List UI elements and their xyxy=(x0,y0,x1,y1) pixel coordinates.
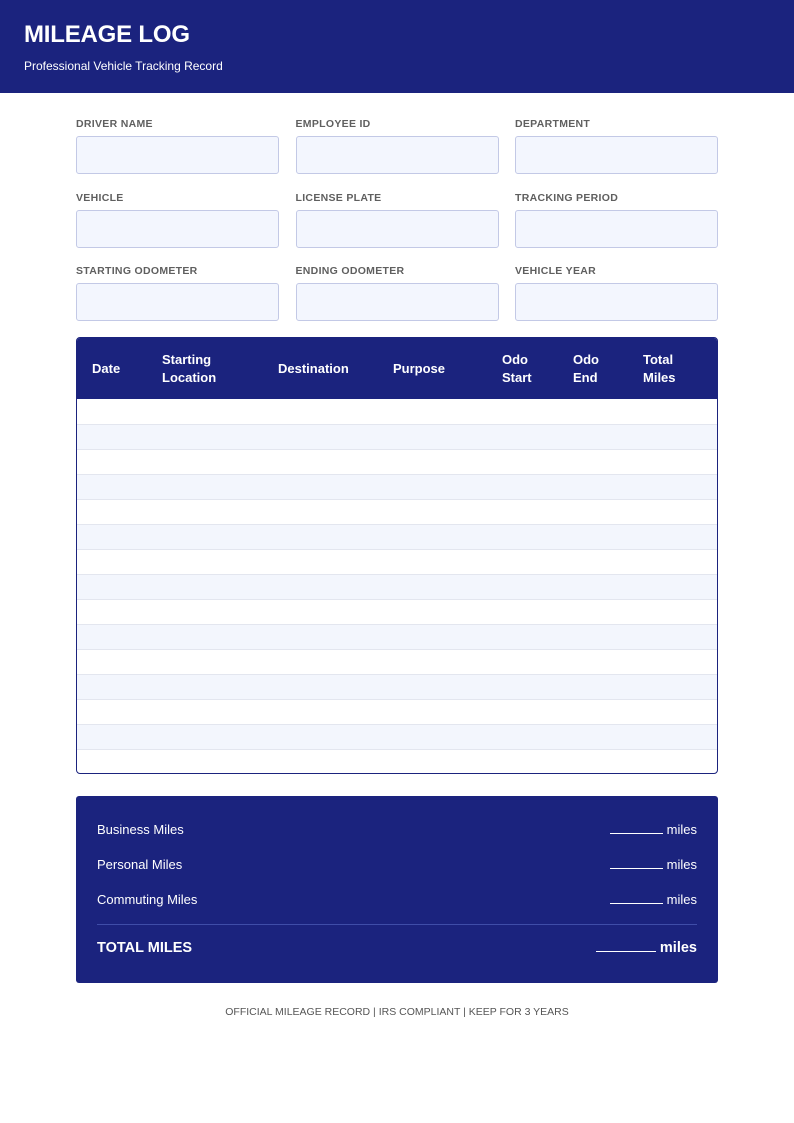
table-cell[interactable] xyxy=(378,574,487,599)
column-header-purpose: Purpose xyxy=(393,360,446,376)
table-row xyxy=(77,524,717,549)
table-row xyxy=(77,499,717,524)
table-cell[interactable] xyxy=(77,424,147,449)
vehicle-input[interactable] xyxy=(76,210,279,248)
table-cell[interactable] xyxy=(263,599,378,624)
table-cell[interactable] xyxy=(147,474,263,499)
starting-odometer-input[interactable] xyxy=(76,283,279,321)
table-cell[interactable] xyxy=(77,449,147,474)
table-cell[interactable] xyxy=(487,499,558,524)
table-cell[interactable] xyxy=(558,549,628,574)
table-row xyxy=(77,574,717,599)
table-cell[interactable] xyxy=(487,624,558,649)
table-cell[interactable] xyxy=(147,449,263,474)
table-cell[interactable] xyxy=(147,424,263,449)
table-cell[interactable] xyxy=(263,399,378,424)
page-subtitle: Professional Vehicle Tracking Record xyxy=(24,59,223,73)
table-cell[interactable] xyxy=(263,449,378,474)
table-cell[interactable] xyxy=(487,574,558,599)
table-cell[interactable] xyxy=(628,399,717,424)
mileage-log-table xyxy=(76,337,718,774)
summary-divider xyxy=(97,924,697,925)
table-cell[interactable] xyxy=(378,599,487,624)
field-label: ENDING ODOMETER xyxy=(295,265,405,277)
summary-value: miles xyxy=(610,822,697,837)
field-label: VEHICLE YEAR xyxy=(515,265,597,277)
summary-row-total xyxy=(97,940,697,956)
table-cell[interactable] xyxy=(628,724,717,749)
table-row xyxy=(77,699,717,724)
table-cell[interactable] xyxy=(77,699,147,724)
table-cell[interactable] xyxy=(77,524,147,549)
column-header-date: Date xyxy=(92,360,121,376)
header-banner xyxy=(0,0,794,93)
table-cell[interactable] xyxy=(558,749,628,774)
table-cell[interactable] xyxy=(147,524,263,549)
field-department xyxy=(515,118,718,192)
table-cell[interactable] xyxy=(487,399,558,424)
field-starting-odometer xyxy=(76,265,279,339)
table-cell[interactable] xyxy=(628,749,717,774)
total-miles-blank[interactable] xyxy=(596,940,656,952)
table-row xyxy=(77,724,717,749)
table-cell[interactable] xyxy=(77,499,147,524)
table-cell[interactable] xyxy=(378,499,487,524)
field-label: EMPLOYEE ID xyxy=(295,118,371,130)
table-cell[interactable] xyxy=(628,649,717,674)
summary-row-business xyxy=(97,822,697,837)
field-vehicle xyxy=(76,192,279,266)
table-row xyxy=(77,624,717,649)
table-body xyxy=(77,399,717,774)
summary-label: Business Miles xyxy=(97,822,184,837)
footer-note: OFFICIAL MILEAGE RECORD | IRS COMPLIANT | KEEP FOR 3 YEARS xyxy=(225,1006,569,1018)
table-cell[interactable] xyxy=(487,724,558,749)
table-cell[interactable] xyxy=(558,724,628,749)
table-cell[interactable] xyxy=(77,674,147,699)
summary-total-label: TOTAL MILES xyxy=(97,940,193,956)
table-cell[interactable] xyxy=(558,424,628,449)
table-cell[interactable] xyxy=(263,674,378,699)
table-cell[interactable] xyxy=(487,524,558,549)
personal-miles-blank[interactable] xyxy=(610,857,663,869)
table-cell[interactable] xyxy=(487,474,558,499)
table-cell[interactable] xyxy=(147,724,263,749)
table-cell[interactable] xyxy=(263,649,378,674)
table-cell[interactable] xyxy=(147,699,263,724)
table-cell[interactable] xyxy=(263,699,378,724)
summary-label: Personal Miles xyxy=(97,857,183,872)
field-label: DEPARTMENT xyxy=(515,118,591,130)
table-cell[interactable] xyxy=(628,674,717,699)
field-label: DRIVER NAME xyxy=(76,118,153,130)
table-cell[interactable] xyxy=(628,574,717,599)
summary-row-personal xyxy=(97,857,697,872)
field-driver-name xyxy=(76,118,279,192)
table-cell[interactable] xyxy=(628,549,717,574)
table-row xyxy=(77,449,717,474)
table-cell[interactable] xyxy=(77,574,147,599)
table-cell[interactable] xyxy=(558,624,628,649)
field-tracking-period xyxy=(515,192,718,266)
column-header-total-miles: Total Miles xyxy=(643,351,676,385)
table-cell[interactable] xyxy=(487,549,558,574)
table-cell[interactable] xyxy=(147,749,263,774)
table-cell[interactable] xyxy=(628,449,717,474)
field-vehicle-year xyxy=(515,265,718,339)
table-cell[interactable] xyxy=(487,699,558,724)
table-cell[interactable] xyxy=(628,699,717,724)
page-title: MILEAGE LOG xyxy=(24,21,190,48)
table-cell[interactable] xyxy=(558,399,628,424)
table-cell[interactable] xyxy=(487,674,558,699)
table-cell[interactable] xyxy=(378,674,487,699)
table-row xyxy=(77,474,717,499)
table-cell[interactable] xyxy=(378,749,487,774)
summary-value: miles xyxy=(610,892,697,907)
column-header-odo-start: Odo Start xyxy=(502,351,532,385)
table-cell[interactable] xyxy=(77,599,147,624)
vehicle-year-input[interactable] xyxy=(515,283,718,321)
table-row xyxy=(77,749,717,774)
table-cell[interactable] xyxy=(263,424,378,449)
field-label: STARTING ODOMETER xyxy=(76,265,198,277)
table-cell[interactable] xyxy=(263,574,378,599)
summary-total-value: miles xyxy=(596,940,697,956)
table-cell[interactable] xyxy=(378,399,487,424)
table-row xyxy=(77,424,717,449)
table-cell[interactable] xyxy=(378,549,487,574)
table-cell[interactable] xyxy=(558,574,628,599)
column-header-destination: Destination xyxy=(278,360,349,376)
ending-odometer-input[interactable] xyxy=(296,283,499,321)
table-row xyxy=(77,599,717,624)
table-cell[interactable] xyxy=(558,699,628,724)
table-cell[interactable] xyxy=(77,474,147,499)
table-cell[interactable] xyxy=(263,474,378,499)
table-cell[interactable] xyxy=(77,624,147,649)
commuting-miles-blank[interactable] xyxy=(610,892,663,904)
field-license-plate xyxy=(296,192,499,266)
tracking-period-input[interactable] xyxy=(515,210,718,248)
summary-value: miles xyxy=(610,857,697,872)
field-label: LICENSE PLATE xyxy=(295,191,382,204)
table-cell[interactable] xyxy=(628,624,717,649)
table-cell[interactable] xyxy=(77,649,147,674)
table-cell[interactable] xyxy=(378,524,487,549)
table-cell[interactable] xyxy=(147,674,263,699)
field-label: TRACKING PERIOD xyxy=(515,191,619,204)
field-employee-id xyxy=(296,118,499,192)
table-cell[interactable] xyxy=(558,474,628,499)
table-row xyxy=(77,549,717,574)
table-cell[interactable] xyxy=(77,724,147,749)
driver-name-input[interactable] xyxy=(76,136,279,174)
table-cell[interactable] xyxy=(558,599,628,624)
column-header-odo-end: Odo End xyxy=(573,351,599,385)
table-cell[interactable] xyxy=(77,549,147,574)
field-label: VEHICLE xyxy=(76,191,124,204)
table-cell[interactable] xyxy=(558,524,628,549)
table-cell[interactable] xyxy=(378,474,487,499)
table-cell[interactable] xyxy=(147,399,263,424)
table-cell[interactable] xyxy=(263,549,378,574)
table-cell[interactable] xyxy=(558,674,628,699)
table-row xyxy=(77,649,717,674)
table-cell[interactable] xyxy=(558,649,628,674)
table-cell[interactable] xyxy=(77,399,147,424)
table-cell[interactable] xyxy=(147,499,263,524)
table-cell[interactable] xyxy=(378,699,487,724)
table-cell[interactable] xyxy=(558,499,628,524)
table-cell[interactable] xyxy=(147,649,263,674)
summary-panel xyxy=(76,796,718,983)
table-cell[interactable] xyxy=(263,624,378,649)
table-cell[interactable] xyxy=(628,499,717,524)
table-cell[interactable] xyxy=(487,649,558,674)
license-plate-input[interactable] xyxy=(296,210,499,248)
table-cell[interactable] xyxy=(378,649,487,674)
table-cell[interactable] xyxy=(558,449,628,474)
table-header-row xyxy=(77,338,717,399)
table-row xyxy=(77,399,717,424)
table-cell[interactable] xyxy=(263,524,378,549)
table-cell[interactable] xyxy=(77,749,147,774)
table-cell[interactable] xyxy=(487,749,558,774)
table-row xyxy=(77,674,717,699)
table-cell[interactable] xyxy=(147,624,263,649)
table-cell[interactable] xyxy=(147,549,263,574)
table-cell[interactable] xyxy=(263,724,378,749)
employee-id-input[interactable] xyxy=(296,136,499,174)
table-cell[interactable] xyxy=(628,474,717,499)
department-input[interactable] xyxy=(515,136,718,174)
table-cell[interactable] xyxy=(628,524,717,549)
table-cell[interactable] xyxy=(378,724,487,749)
table-cell[interactable] xyxy=(147,574,263,599)
table-cell[interactable] xyxy=(378,449,487,474)
table-cell[interactable] xyxy=(487,599,558,624)
table-cell[interactable] xyxy=(263,499,378,524)
table-cell[interactable] xyxy=(378,624,487,649)
field-ending-odometer xyxy=(296,265,499,339)
table-cell[interactable] xyxy=(487,424,558,449)
table-cell[interactable] xyxy=(378,424,487,449)
table-cell[interactable] xyxy=(628,599,717,624)
table-cell[interactable] xyxy=(147,599,263,624)
business-miles-blank[interactable] xyxy=(610,822,663,834)
table-cell[interactable] xyxy=(263,749,378,774)
table-cell[interactable] xyxy=(628,424,717,449)
info-fields xyxy=(76,118,718,339)
summary-row-commuting xyxy=(97,892,697,907)
summary-label: Commuting Miles xyxy=(97,892,198,907)
table-cell[interactable] xyxy=(487,449,558,474)
column-header-starting-location: Starting Location xyxy=(162,351,217,385)
